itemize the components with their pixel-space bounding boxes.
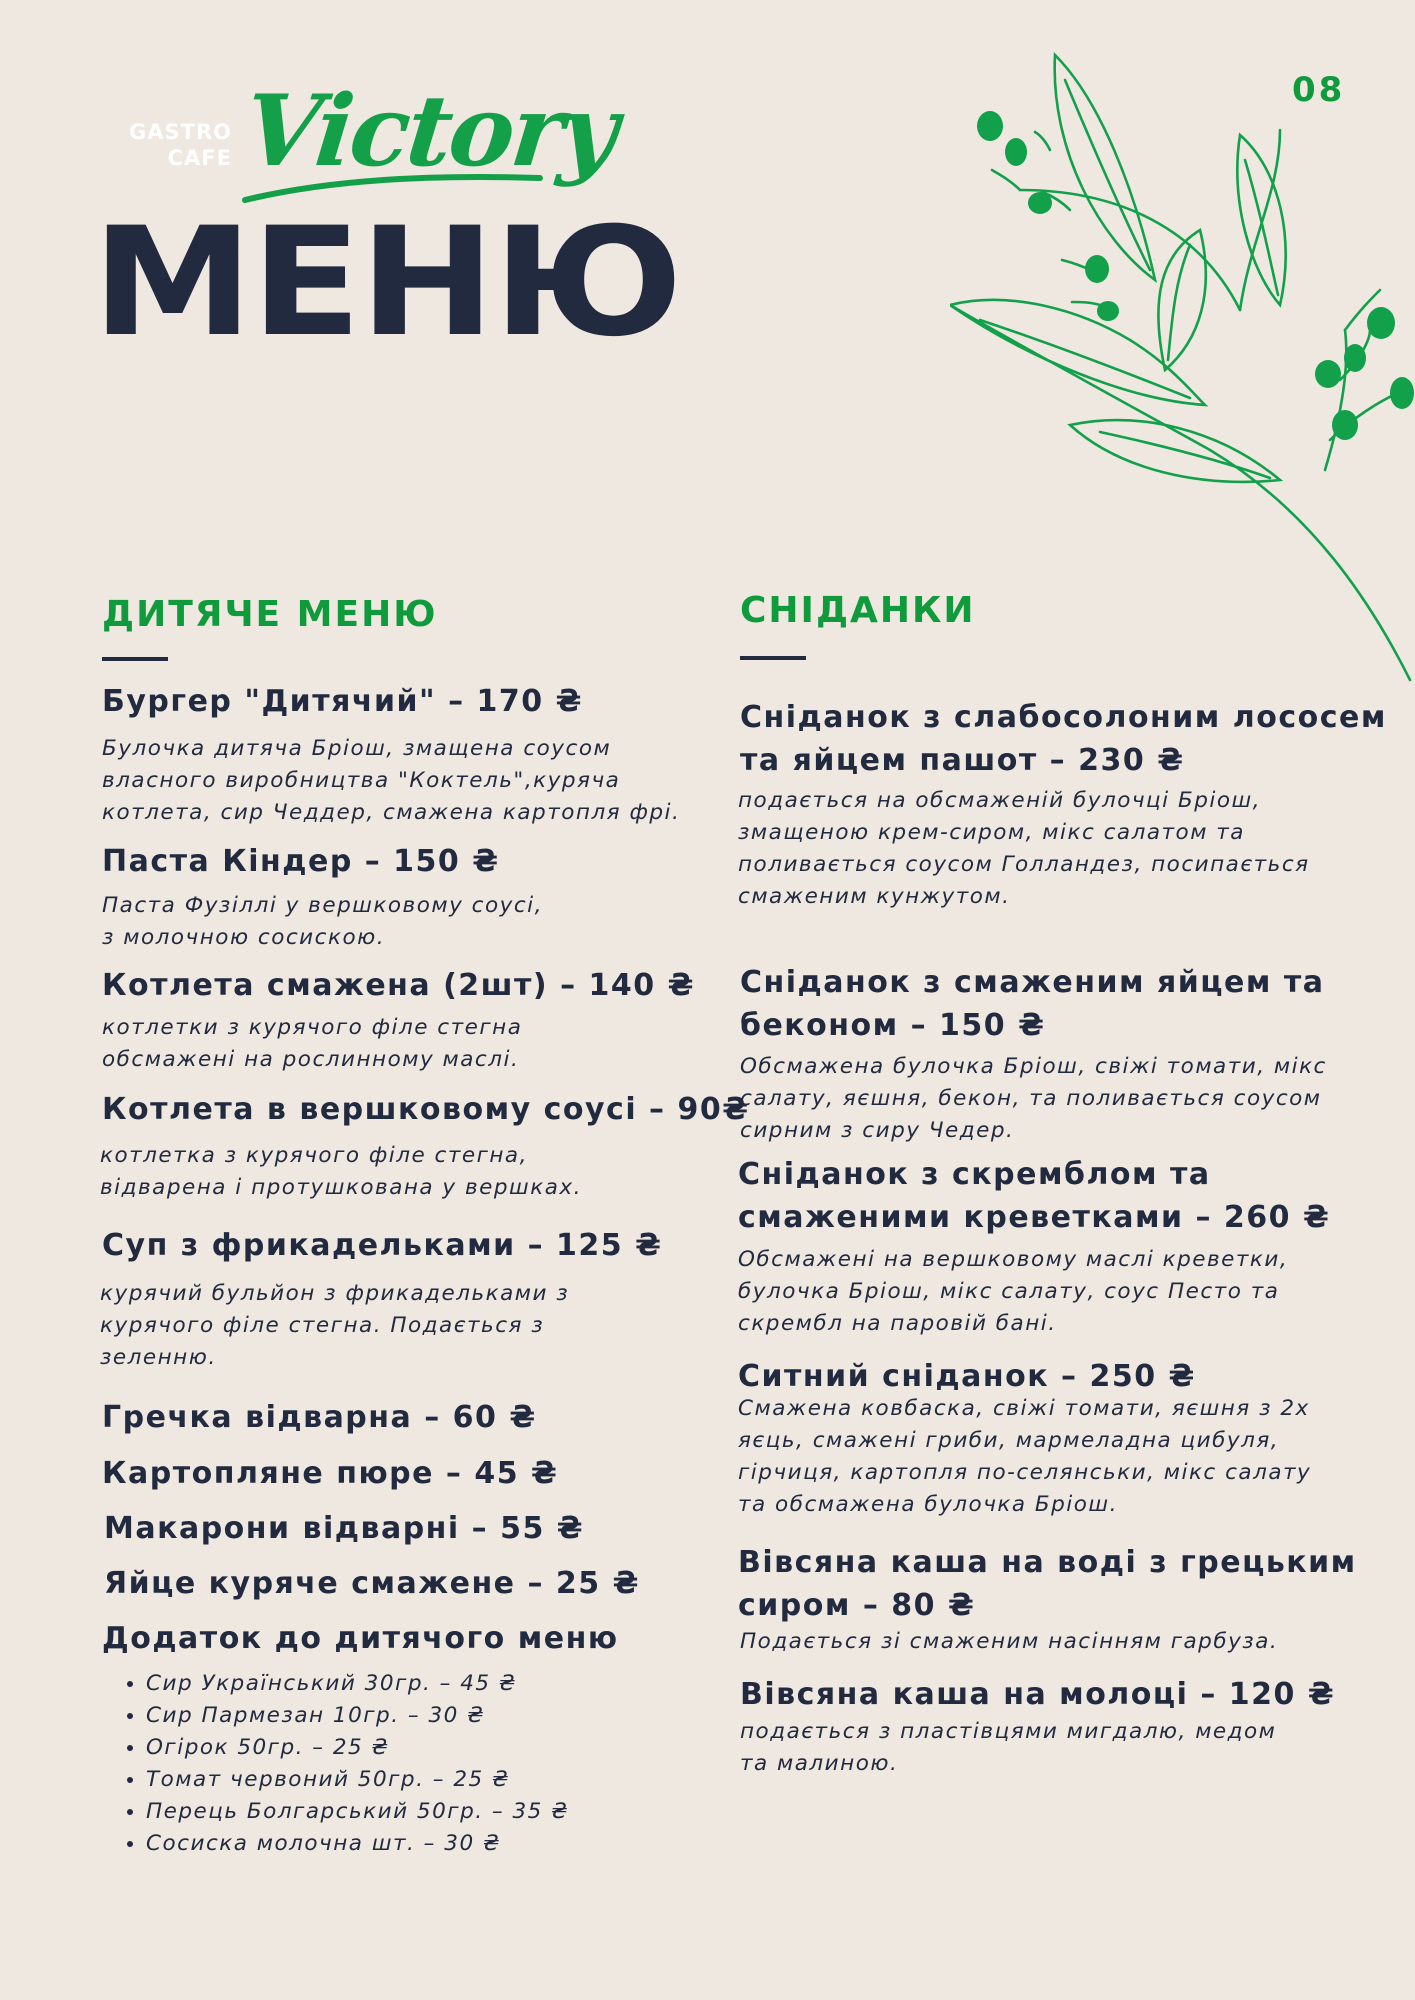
list-item: • Сосиска молочна шт. – 30 ₴ [146,1828,569,1860]
list-item: • Перець Болгарський 50гр. – 35 ₴ [146,1796,569,1828]
list-item: • Огірок 50гр. – 25 ₴ [146,1732,569,1764]
menu-item-name: Сніданок з скремблом та смаженими креветками – 260 ₴ [738,1157,1331,1235]
page-number: 08 [1292,70,1346,110]
menu-item-name: Котлета в вершковому соусі – 90₴ [102,1092,750,1127]
menu-item-name: Яйце куряче смажене – 25 ₴ [104,1566,640,1601]
menu-item-name: Паста Кіндер – 150 ₴ [102,844,500,879]
logo-victory-text: Victory [238,74,621,189]
cafe-logo [110,74,621,202]
menu-item-description: курячий бульйон з фрикадельками з курячого філе стегна. Подається з зеленню. [100,1281,570,1370]
kids-addons-heading: Додаток до дитячого меню [102,1621,619,1656]
menu-item-name: Картопляне пюре – 45 ₴ [102,1456,559,1491]
leaf-branch-illustration [950,40,1415,690]
menu-item-description: Обсмажена булочка Бріош, свіжі томати, мікс салату, яєшня, бекон, та поливається соусом сирним з сиру Чедер. [740,1054,1327,1143]
menu-item-name: Котлета смажена (2шт) – 140 ₴ [102,968,695,1003]
list-item: • Сир Пармезан 10гр. – 30 ₴ [146,1700,569,1732]
breakfasts-heading: СНІДАНКИ [740,590,976,631]
menu-item-description: котлетки з курячого філе стегна обсмажені на рослинному маслі. [102,1015,523,1072]
menu-item-description: подається з пластівцями мигдалю, медом та малиною. [740,1719,1277,1776]
menu-item-name: Гречка відварна – 60 ₴ [102,1400,537,1435]
list-item: • Сир Український 30гр. – 45 ₴ [146,1668,569,1700]
menu-item-name: Сніданок з слабосолоним лососем та яйцем пашот – 230 ₴ [740,700,1387,778]
kids-menu-heading: ДИТЯЧЕ МЕНЮ [102,594,438,635]
logo-cafe-text: CAFE [167,146,232,170]
menu-item-description: Подається зі смаженим насінням гарбуза. [740,1629,1279,1654]
menu-item-description: подається на обсмаженій булочці Бріош, змащеною крем-сиром, мікс салатом та поливається соусом Голландез, посипається смаженим кунжутом. [738,788,1310,909]
kids-addons-list [102,1668,569,1860]
menu-item-name: Суп з фрикадельками – 125 ₴ [102,1228,663,1263]
page-title: МЕНЮ [92,196,681,370]
menu-item-name: Сніданок з смаженим яйцем та беконом – 150 ₴ [740,965,1325,1043]
menu-item-name: Бургер "Дитячий" – 170 ₴ [102,684,583,719]
menu-item-name: Ситний сніданок – 250 ₴ [738,1359,1196,1394]
kids-menu-divider [102,657,168,661]
breakfasts-divider [740,656,806,660]
menu-item-description: Булочка дитяча Бріош, змащена соусом власного виробництва "Коктель",куряча котлета, сир Чеддер, смажена картопля фрі. [102,736,681,825]
menu-item-description: котлетка з курячого філе стегна, відварена і протушкована у вершках. [100,1143,582,1200]
menu-item-description: Смажена ковбаска, свіжі томати, яєшня з 2х яєць, смажені гриби, мармеладна цибуля, гірчиця, картопля по-селянськи, мікс салату та обсмажена булочка Бріош. [738,1396,1312,1517]
menu-item-description: Обсмажені на вершковому маслі креветки, булочка Бріош, мікс салату, соус Песто та скрембл на паровій бані. [738,1247,1289,1336]
menu-item-description: Паста Фузіллі у вершковому соусі, з молочною сосискою. [102,893,543,950]
menu-item-name: Вівсяна каша на молоці – 120 ₴ [740,1677,1336,1712]
list-item: • Томат червоний 50гр. – 25 ₴ [146,1764,569,1796]
menu-item-name: Макарони відварні – 55 ₴ [104,1511,585,1546]
logo-gastro-text: GASTRO [129,120,232,144]
menu-item-name: Вівсяна каша на воді з грецьким сиром – 80 ₴ [738,1545,1357,1623]
